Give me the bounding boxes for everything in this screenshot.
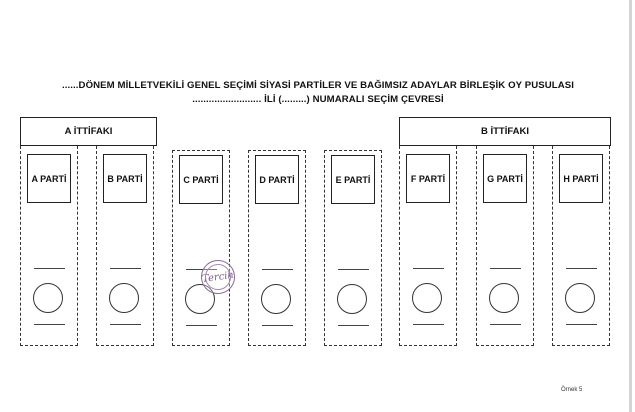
ballot-title	[24, 79, 612, 107]
party-name-box: F PARTİ	[406, 154, 450, 203]
vote-circle[interactable]	[412, 283, 442, 313]
divider-line	[490, 324, 521, 325]
vote-circle[interactable]	[109, 283, 139, 313]
party-column-c[interactable]	[172, 150, 230, 346]
tercih-stamp: Tercih	[199, 258, 237, 296]
party-name-box: H PARTİ	[559, 154, 603, 203]
vote-circle[interactable]	[261, 284, 291, 314]
party-name-box: C PARTİ	[179, 155, 223, 204]
divider-line	[413, 324, 444, 325]
party-column-a[interactable]	[20, 146, 78, 346]
divider-line	[262, 325, 293, 326]
party-column-e[interactable]	[324, 150, 382, 346]
title-line-2: ......................... İLİ (.........) NUMARALI SEÇİM ÇEVRESİ	[192, 94, 444, 105]
divider-line	[34, 324, 65, 325]
divider-line	[490, 268, 521, 269]
party-column-f[interactable]	[399, 146, 457, 346]
alliance-a-header: A İTTİFAKI	[20, 117, 157, 146]
divider-line	[110, 324, 141, 325]
party-column-d[interactable]	[248, 150, 306, 346]
party-name-box: A PARTİ	[27, 154, 71, 203]
party-column-h[interactable]	[552, 146, 610, 346]
divider-line	[34, 268, 65, 269]
divider-line	[186, 325, 217, 326]
footer-label: Örnek 5	[561, 387, 583, 393]
title-line-1: ......DÖNEM MİLLETVEKİLİ GENEL SEÇİMİ SİYASİ PARTİLER VE BAĞIMSIZ ADAYLAR BİRLEŞİK OY PUSULASI	[61, 80, 575, 91]
vote-circle[interactable]	[489, 283, 519, 313]
alliance-b-header: B İTTİFAKI	[399, 117, 611, 146]
divider-line	[338, 325, 369, 326]
divider-line	[110, 268, 141, 269]
party-name-box: G PARTİ	[483, 154, 527, 203]
party-name-box: B PARTİ	[103, 154, 147, 203]
party-name-box: E PARTİ	[331, 155, 375, 204]
divider-line	[566, 324, 597, 325]
vote-circle[interactable]	[337, 284, 367, 314]
party-column-b[interactable]	[96, 146, 154, 346]
party-column-g[interactable]	[476, 146, 534, 346]
divider-line	[338, 269, 369, 270]
divider-line	[413, 268, 444, 269]
vote-circle[interactable]	[565, 283, 595, 313]
divider-line	[262, 269, 293, 270]
vote-circle[interactable]	[33, 283, 63, 313]
divider-line	[566, 268, 597, 269]
party-name-box: D PARTİ	[255, 155, 299, 204]
